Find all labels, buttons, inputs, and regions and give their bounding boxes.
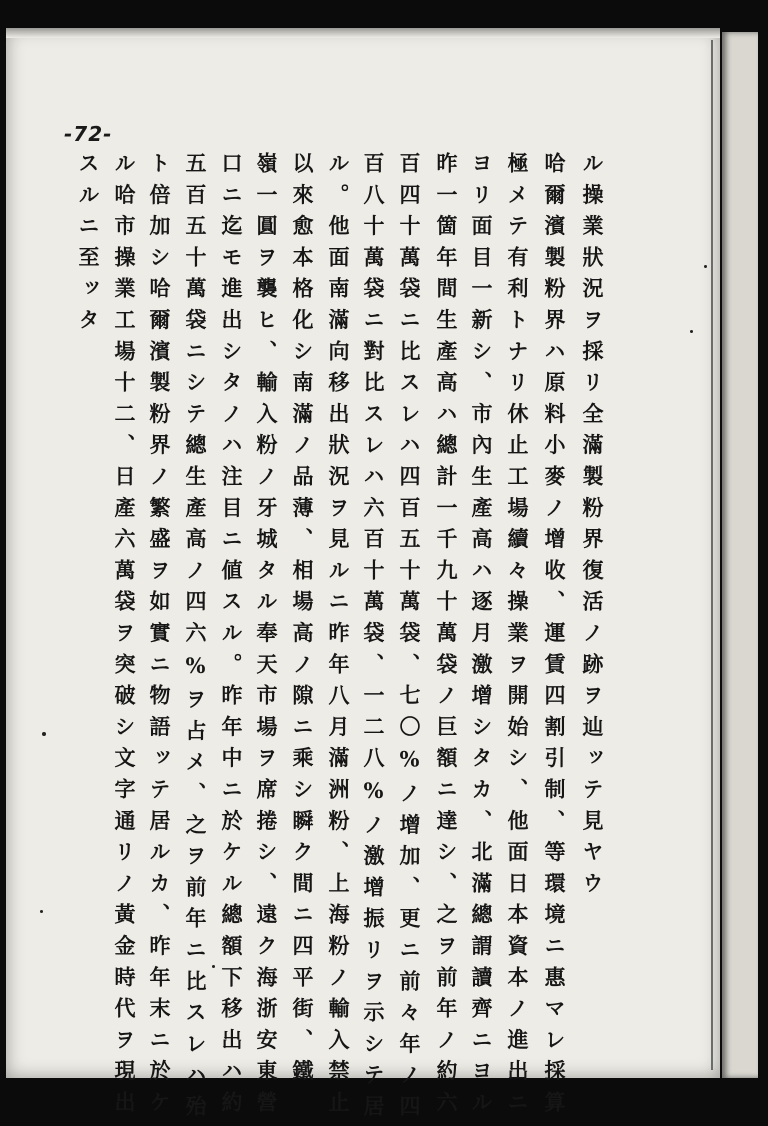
- text-column-1: ル操業狀況ヲ採リ全滿製粉界復活ノ跡ヲ辿ッテ見ヤウ: [580, 152, 605, 904]
- text-column-2: 哈爾濱製粉界ハ原料小麥ノ增收、運賃四割引制、等環境ニ惠マレ採算: [542, 152, 567, 1123]
- adjacent-page-edge: [722, 32, 758, 1078]
- page-top-edge: [6, 28, 720, 38]
- scan-speck: [212, 965, 215, 968]
- scan-speck: [704, 265, 707, 268]
- scan-speck: [690, 330, 693, 333]
- scan-speck: [42, 732, 46, 736]
- text-column-10: 嶺一圓ヲ襲ヒ、輸入粉ノ牙城タル奉天市場ヲ席捲シ、遠ク海浙安東營: [254, 152, 279, 1123]
- text-column-4: ヨリ面目一新シ、市內生產高ハ逐月激增シタカ、北滿總謂讀齊ニヨル: [469, 152, 494, 1123]
- text-column-15: スルニ至ッタ: [76, 152, 101, 340]
- text-column-5: 昨一箇年間生產高ハ總計一千九十萬袋ノ巨額ニ達シ、之ヲ前年ノ約六: [434, 152, 459, 1123]
- text-column-12: 五百五十萬袋ニシテ總生產高ノ四六%ヲ占メ、之ヲ前年ニ比スレハ殆: [183, 152, 208, 1126]
- text-column-13: ト倍加シ哈爾濱製粉界ノ繁盛ヲ如實ニ物語ッテ居ルカ、昨年末ニ於ケ: [147, 152, 172, 1123]
- text-column-3: 極メテ有利トナリ休止工場續々操業ヲ開始シ、他面日本資本ノ進出ニ: [505, 152, 530, 1123]
- text-column-14: ル哈市操業工場十二、日產六萬袋ヲ突破シ文字通リノ黃金時代ヲ現出: [112, 152, 137, 1123]
- page-number: -72-: [64, 122, 113, 146]
- text-column-9: 以來愈本格化シ南滿ノ品薄、相場高ノ隙ニ乘シ瞬ク間ニ四平街、鐵: [290, 152, 315, 1091]
- text-column-7: 百八十萬袋ニ對比スレハ六百十萬袋、一二八%ノ激增振リヲ示シテ居: [361, 152, 386, 1126]
- page-gutter: [711, 40, 713, 1070]
- text-column-6: 百四十萬袋ニ比スレハ四百五十萬袋、七〇%ノ增加、更ニ前々年ノ四: [397, 152, 422, 1126]
- text-column-8: ル。他面南滿向移出狀況ヲ見ルニ昨年八月滿洲粉、上海粉ノ輸入禁止: [326, 152, 351, 1123]
- text-column-11: 口ニ迄モ進出シタノハ注目ニ値スル。昨年中ニ於ケル總額下移出ハ約: [219, 152, 244, 1123]
- scan-speck: [40, 910, 43, 913]
